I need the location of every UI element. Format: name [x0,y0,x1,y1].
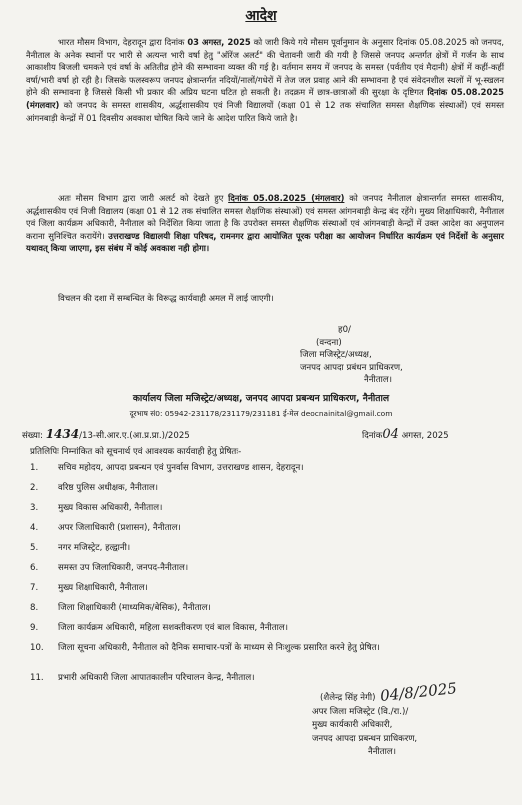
order-title: आदेश [245,8,277,24]
signatory2-place: नैनीताल। [368,747,396,758]
signatory-name: (वन्दना) [316,337,342,348]
list-text: अपर जिलाधिकारी (प्रशासन), नैनीताल। [58,523,181,533]
para1-text-a: भारत मौसम विभाग, देहरादून द्वारा दिनांक [58,37,188,47]
email-address: deocnainital@gmail.com [301,409,393,418]
list-number: 2. [30,483,39,493]
list-text: समस्त उप जिलाधिकारी, जनपद-नैनीताल। [58,563,189,573]
reference-label: संख्या: [22,431,43,441]
signature-block-dm [300,324,500,387]
list-number: 3. [30,503,39,513]
handwritten-signature-date: 04/8/2025 [379,679,458,705]
order-paragraph-1 [26,36,504,124]
para1-text-c: को जनपद के समस्त शासकीय, अर्द्धशासकीय एवं निजी विद्यालयों (कक्षा 01 से 12 तक संचालित समस्त शैक्षणिक संस्थाओं) एवं समस्त आंगनबाड़ी केन्द्रों में 01 दिवसीय अवकाश घोषित किये जाने के आदेश पारित किये जाते है। [26,99,504,123]
list-text: मुख्य विकास अधिकारी, नैनीताल। [58,503,163,513]
signatory2-name: (शैलेन्द्र सिंह नेगी) [320,693,376,703]
list-number: 11. [30,673,44,683]
para1-holiday-date: दिनांक 05.08.2025 (मंगलवार) [26,87,504,110]
date-label: दिनांक [362,431,383,441]
para2-exam-note: उत्तराखण्ड विद्यालयी शिक्षा परिषद, रामनगर द्वारा आयोजित पूरक परीक्षा का आयोजन निर्धारित कार्यक्रम एवं निर्देशों के अनुसार यथावत् किया जाएगा, इस संबंध में कोई अवकाश नही होगा। [26,230,504,254]
para2-text-a: अतः मौसम विभाग द्वारा जारी अलर्ट को देखते हुए [58,193,229,203]
copy-to-heading: प्रतिलिपिः निम्नांकित को सूचनार्थ एवं आवश्यक कार्यवाही हेतु प्रेषितः- [30,447,242,457]
list-text: जिला कार्यक्रम अधिकारी, महिला सशक्तीकरण एवं बाल विकास, नैनीताल। [58,623,288,633]
signatory-authority: जनपद आपदा प्रबंधन प्राधिकरण, [300,362,403,373]
signatory2-designation: अपर जिला मजिस्ट्रेट (वि./रा.)/ [312,706,409,717]
list-text: जिला शिक्षाधिकारी (माध्यमिक/बेसिक), नैनीताल। [58,603,211,613]
reference-row [22,428,502,443]
list-number: 6. [30,563,39,573]
signatory-designation: जिला मजिस्ट्रेट/अध्यक्ष, [300,350,372,361]
signatory2-authority: जनपद आपदा प्रबन्धन प्राधिकरण, [312,733,418,744]
list-number: 5. [30,543,39,553]
list-number: 8. [30,603,39,613]
date-month-year: अगस्त, 2025 [401,431,449,441]
email-label: ई-मेल [280,409,302,418]
order-paragraph-2 [26,192,504,255]
office-heading: कार्यालय जिला मजिस्ट्रेट/अध्यक्ष, जनपद आपदा प्रबन्धन प्राधिकरण, नैनीताल [132,393,390,404]
order-paragraph-3: विचलन की दशा में सम्बन्धित के विरूद्ध कार्यवाही अमल में लाई जाएगी। [58,293,274,303]
signed-mark: ह0/ [338,325,351,335]
signature-block-adm [312,692,502,760]
para2-holiday-date: दिनांक 05.08.2025 (मंगलवार) [228,193,345,203]
reference-date [362,428,449,443]
list-number: 1. [30,463,39,473]
signatory-place: नैनीताल। [364,375,392,386]
reference-number: 1434 [45,427,80,441]
list-text: वरिष्ठ पुलिस अधीक्षक, नैनीताल। [58,483,159,493]
phone-number: 05942-231178/231179/231181 [164,409,281,418]
office-contact [0,408,522,419]
list-text: जिला सूचना अधिकारी, नैनीताल को दैनिक समाचार-पत्रों के माध्यम से निःशुल्क प्रसारित करने हेतु प्रेषित। [58,643,380,653]
list-text: प्रभारी अधिकारी जिला आपातकालीन परिचालन केन्द्र, नैनीताल। [58,673,255,683]
list-text: नगर मजिस्ट्रेट, हल्द्वानी। [58,543,131,553]
reference-code: /13-सी.आर.ए.(आ.प्र.प्रा.)/2025 [79,431,190,441]
para1-date: 03 अगस्त, 2025 [187,37,251,47]
list-number: 7. [30,583,39,593]
list-text: मुख्य शिक्षाधिकारी, नैनीताल। [58,583,148,593]
para1-text-b: को जारी किये गये मौसम पूर्वानुमान के अनुसार दिनांक 05.08.2025 को जनपद, नैनीताल के अनेक स्थानों पर भारी से अत्यन्त भारी वर्षा हेतु "ऑरेंज अलर्ट" की चेतावनी जारी की गयी है जिससे जनपद अन्तर्गत क्षेत्रों में गर्जन के साथ आकाशीय बिजली चमकने एवं वर्षा के अतितीव्र होने की सम्भावना व्यक्त की गई है। वर्तमान समय में जनपद के समस्त (पर्वतीय एवं मैदानी) क्षेत्रों में कहीं-कहीं वर्षा/भारी वर्षा हो रही है। जिसके फलस्वरूप जनपद क्षेत्रान्तर्गत नदियों/नालों/गधेरों में तेज जल प्रवाह आने की सम्भावना है एवं संवेदनशील स्थलों में भू-स्खलन होने की सम्भावना है जिससे किसी भी प्रकार की अप्रिय घटना घटित हो सकती है। तदक्रम में छात्र-छात्राओं की सुरक्षा के दृष्टिगत [26,37,504,98]
signatory2-role: मुख्य कार्यकारी अधिकारी, [312,720,393,731]
list-text: सचिव महोदय, आपदा प्रबन्धन एवं पुनर्वास विभाग, उत्तराखण्ड शासन, देहरादून। [58,463,304,473]
list-number: 4. [30,523,39,533]
phone-label: दूरभाष सं0: [129,409,165,418]
para2-text-b: को जनपद नैनीताल क्षेत्रान्तर्गत समस्त शासकीय, अर्द्धशासकीय एवं निजी विद्यालय (कक्षा 01 से 12 तक संचालित समस्त शैक्षणिक संस्थाओं) एवं समस्त आंगनबाड़ी केन्द्र बंद रहेंगे। मुख्य शिक्षाधिकारी, नैनीताल एवं जिला कार्यक्रम अधिकारी, नैनीताल को निर्देशित किया जाता है कि उपरोक्त समस्त शैक्षणिक संस्थाओं एवं आंगनबाड़ी केन्द्रों में उक्त आदेश का अनुपालन कराना सुनिश्चित करायेंगे। [26,193,504,241]
date-handwritten: 04 [382,427,399,442]
list-number: 9. [30,623,39,633]
list-number: 10. [30,643,44,653]
